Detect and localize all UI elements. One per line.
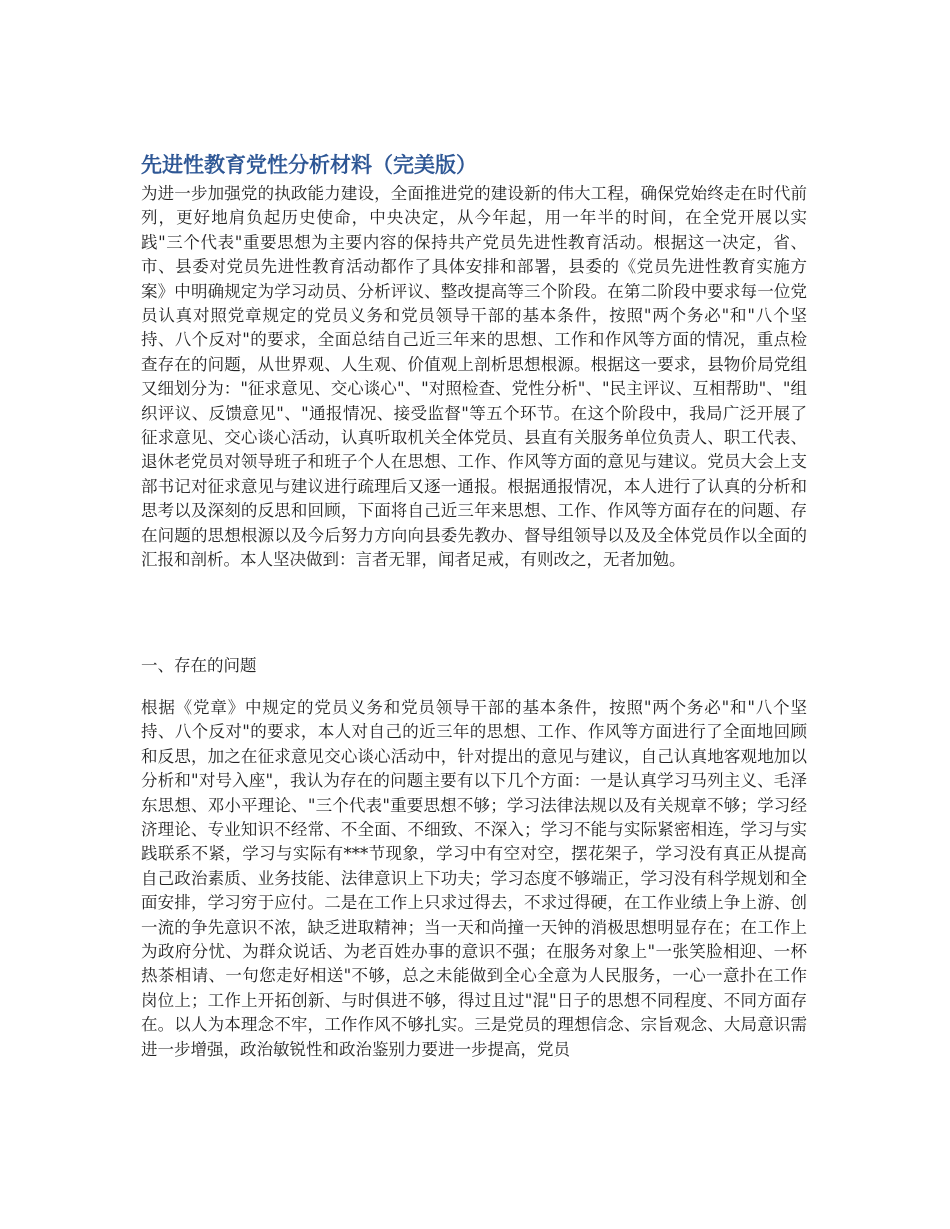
problems-paragraph xyxy=(141,696,807,1096)
problems-paragraph-text: 根据《党章》中规定的党员义务和党员领导干部的基本条件，按照"两个务必"和"八个坚持、八个反对"的要求，本人对自己的近三年的思想、工作、作风等方面进行了全面地回顾和反思，加之在征求意见交心谈心活动中，针对提出的意见与建议，自己认真地客观地加以分析和"对号入座"，我认为存在的问题主要有以下几个方面：一是认真学习马列主义、毛泽东思想、邓小平理论、"三个代表"重要思想不够；学习法律法规以及有关规章不够；学习经济理论、专业知识不经常、不全面、不细致、不深入；学习不能与实际紧密相连，学习与实践联系不紧，学习与实际有***节现象，学习中有空对空，摆花架子，学习没有真正从提高自己政治素质、业务技能、法律意识上下功夫；学习态度不够端正，学习没有科学规划和全面安排，学习穷于应付。二是在工作上只求过得去，不求过得硬，在工作业绩上争上游、创一流的争先意识不浓，缺乏进取精神；当一天和尚撞一天钟的消极思想明显存在；在工作上为政府分忧、为群众说话、为老百姓办事的意识不强；在服务对象上"一张笑脸相迎、一杯热茶相请、一句您走好相送"不够，总之未能做到全心全意为人民服务，一心一意扑在工作岗位上；工作上开拓创新、与时俱进不够，得过且过"混"日子的思想不同程度、不同方面存在。以人为本理念不牢，工作作风不够扎实。三是党员的理想信念、宗旨观念、大局意识需进一步增强，政治敏锐性和政治鉴别力要进一步提高，党员 xyxy=(141,698,807,1059)
document-title: 先进性教育党性分析材料（完美版） xyxy=(141,153,477,177)
section-heading: 一、存在的问题 xyxy=(141,656,257,675)
intro-paragraph xyxy=(141,182,807,632)
intro-paragraph-text: 为进一步加强党的执政能力建设，全面推进党的建设新的伟大工程，确保党始终走在时代前列，更好地肩负起历史使命，中央决定，从今年起，用一年半的时间，在全党开展以实践"三个代表"重要思想为主要内容的保持共产党员先进性教育活动。根据这一决定，省、市、县委对党员先进性教育活动都作了具体安排和部署，县委的《党员先进性教育实施方案》中明确规定为学习动员、分析评议、整改提高等三个阶段。在第二阶段中要求每一位党员认真对照党章规定的党员义务和党员领导干部的基本条件，按照"两个务必"和"八个坚持、八个反对"的要求，全面总结自己近三年来的思想、工作和作风等方面的情况，重点检查存在的问题，从世界观、人生观、价值观上剖析思想根源。根据这一要求，县物价局党组又细划分为："征求意见、交心谈心"、"对照检查、党性分析"、"民主评议、互相帮助"、"组织评议、反馈意见"、"通报情况、接受监督"等五个环节。在这个阶段中，我局广泛开展了征求意见、交心谈心活动，认真听取机关全体党员、县直有关服务单位负责人、职工代表、退休老党员对领导班子和班子个人在思想、工作、作风等方面的意见与建议。党员大会上支部书记对征求意见与建议进行疏理后又逐一通报。根据通报情况，本人进行了认真的分析和思考以及深刻的反思和回顾，下面将自己近三年来思想、工作、作风等方面存在的问题、存在问题的思想根源以及今后努力方向向县委先教办、督导组领导以及及全体党员作以全面的汇报和剖析。本人坚决做到：言者无罪，闻者足戒，有则改之，无者加勉。 xyxy=(141,184,807,570)
